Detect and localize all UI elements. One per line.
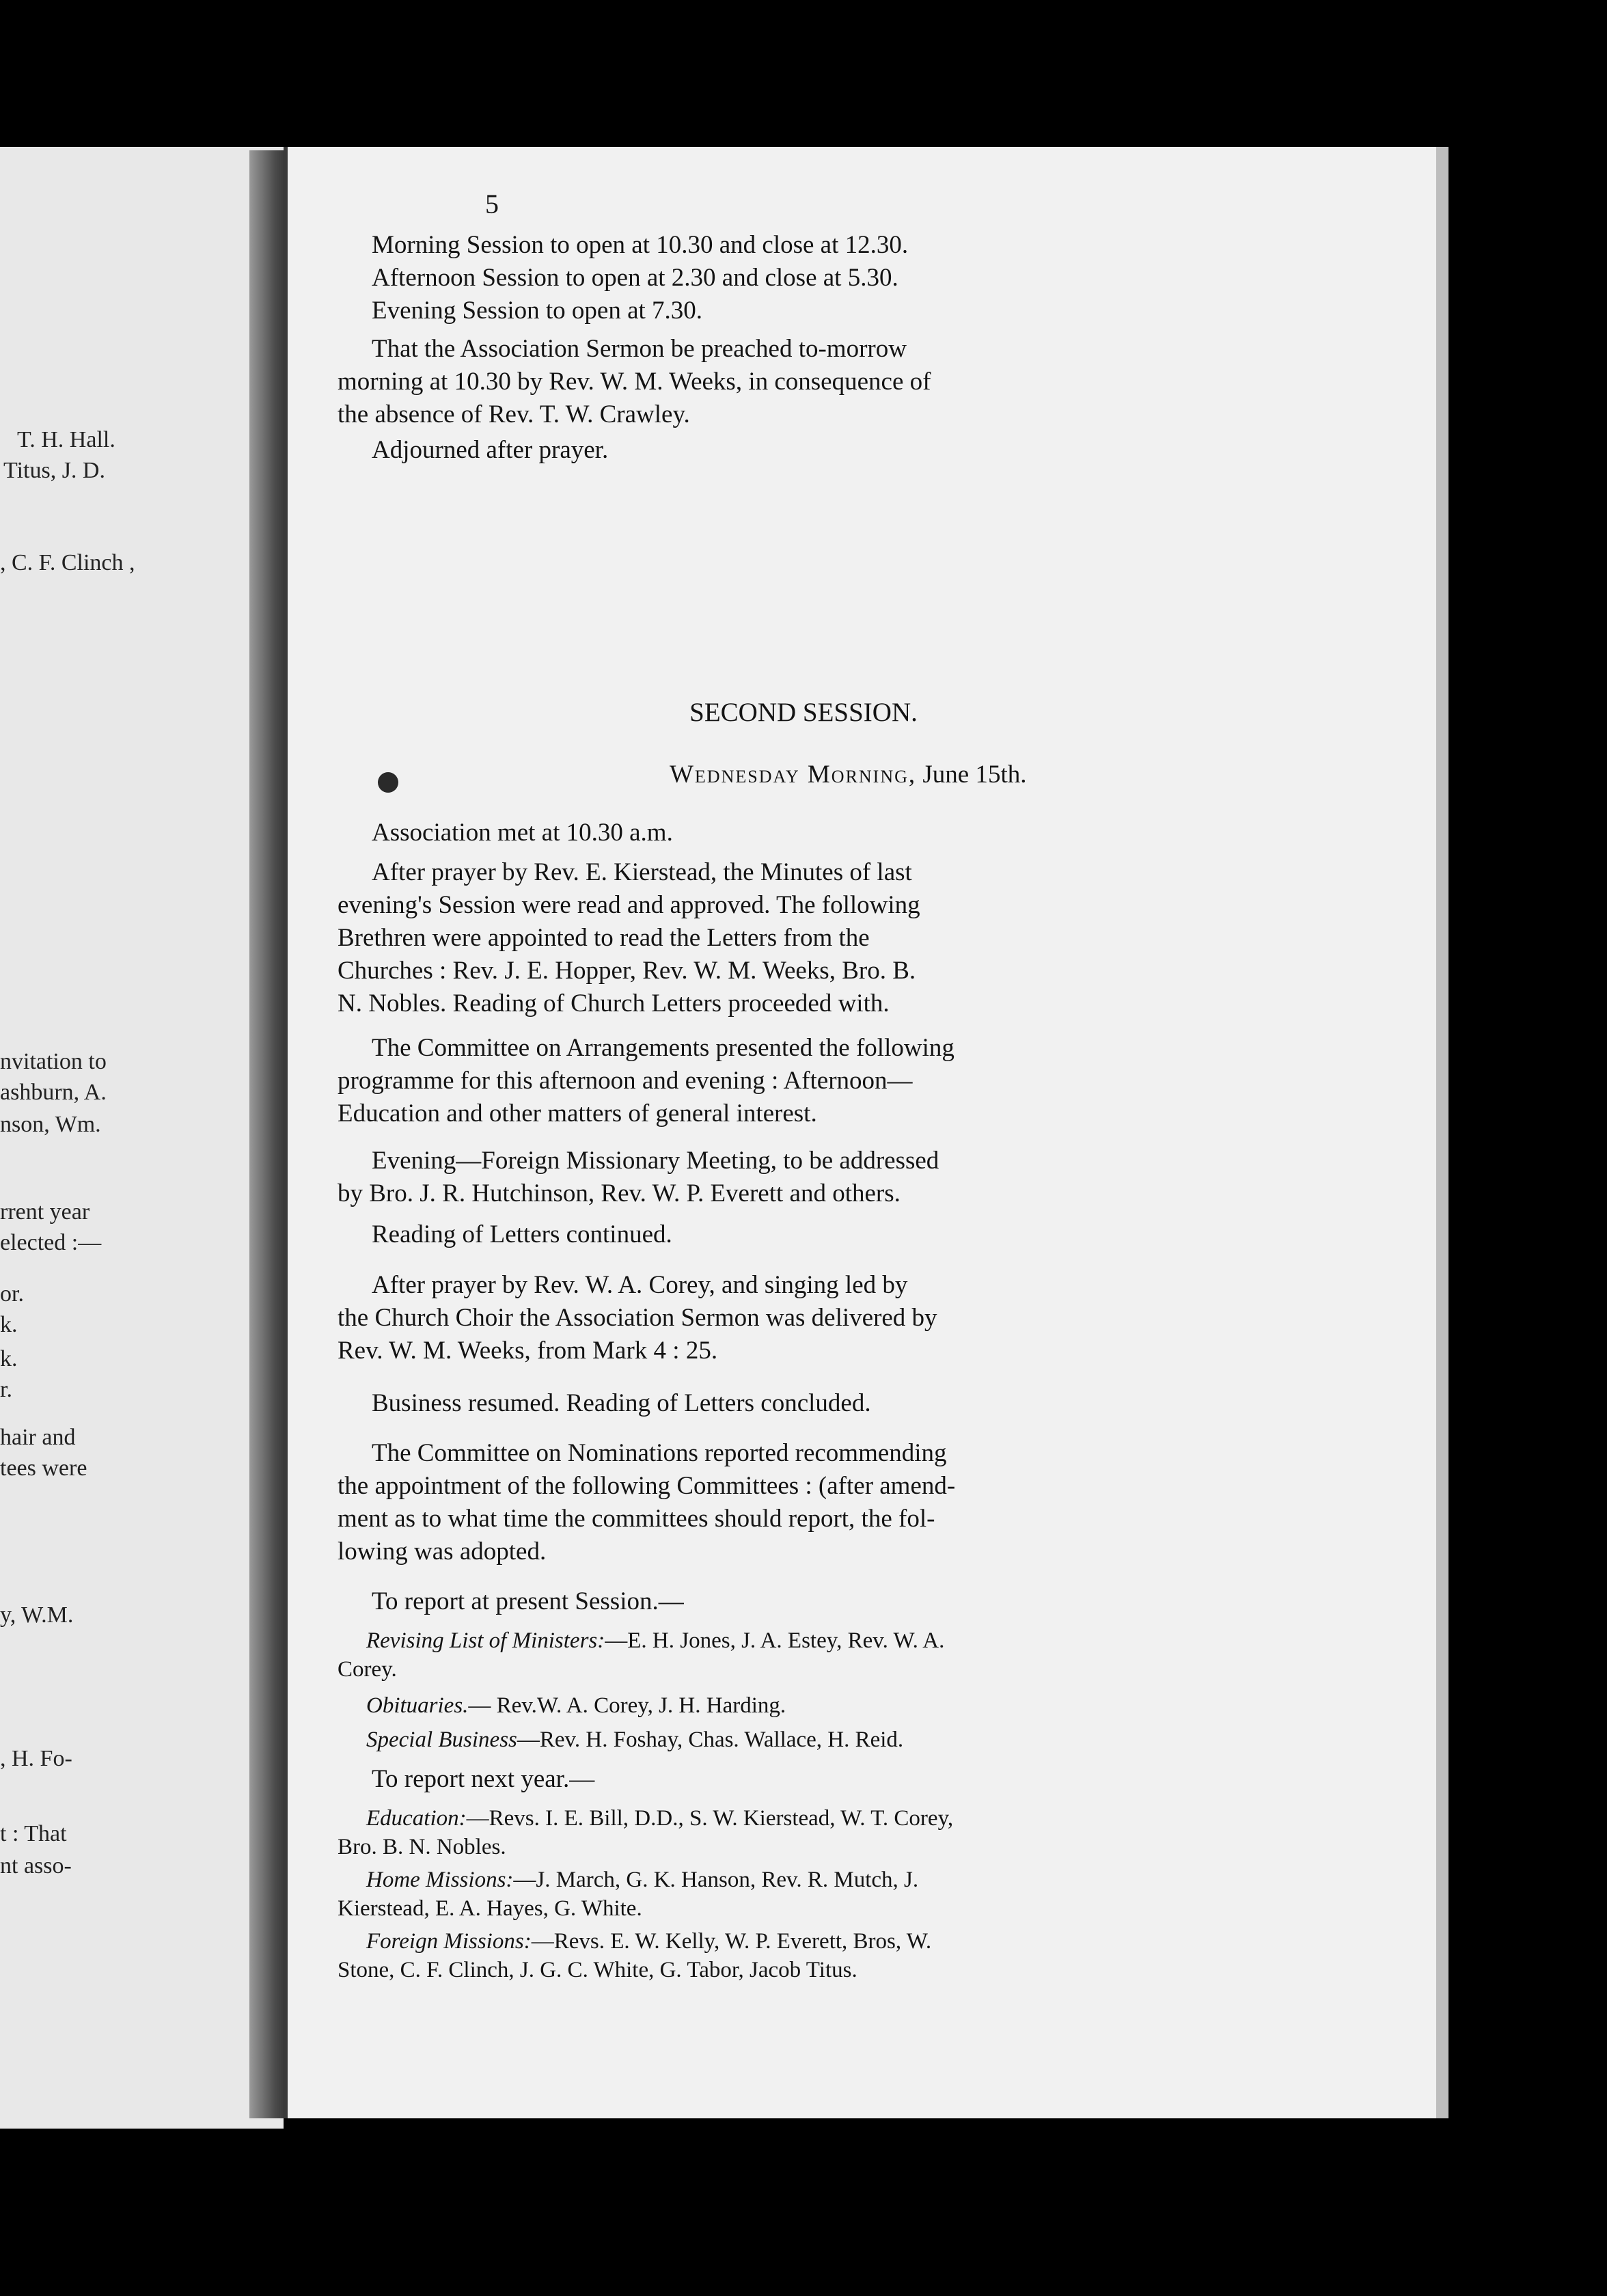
text-line: To report next year.— <box>372 1765 595 1793</box>
left-fragment: rrent year <box>0 1199 90 1225</box>
committee-members: —Revs. I. E. Bill, D.D., S. W. Kierstead, W. T. Corey, <box>466 1806 954 1831</box>
committee-label: Education: <box>366 1806 467 1831</box>
committee-line: Corey. <box>338 1657 397 1682</box>
left-fragment: k. <box>0 1312 18 1337</box>
page-number: 5 <box>485 189 499 219</box>
text-line: the absence of Rev. T. W. Crawley. <box>338 400 690 428</box>
left-fragment: nson, Wm. <box>0 1112 101 1137</box>
left-fragment: nvitation to <box>0 1049 107 1074</box>
committee-label: Home Missions: <box>366 1868 514 1892</box>
committee-revising <box>366 1630 944 1652</box>
text-line: morning at 10.30 by Rev. W. M. Weeks, in consequence of <box>338 368 931 396</box>
text-line: Rev. W. M. Weeks, from Mark 4 : 25. <box>338 1337 718 1365</box>
text-line: The Committee on Arrangements presented the following <box>372 1034 954 1062</box>
schedule-line: Evening Session to open at 7.30. <box>372 297 703 325</box>
text-line: by Bro. J. R. Hutchinson, Rev. W. P. Everett and others. <box>338 1179 901 1207</box>
committee-home-missions <box>366 1869 918 1891</box>
schedule-line: Afternoon Session to open at 2.30 and close at 5.30. <box>372 264 898 292</box>
text-line: Churches : Rev. J. E. Hopper, Rev. W. M. Weeks, Bro. B. <box>338 957 916 985</box>
committee-members: —Revs. E. W. Kelly, W. P. Everett, Bros, W. <box>531 1929 932 1954</box>
committee-label: Special Business <box>366 1727 517 1752</box>
left-fragment: nt asso- <box>0 1853 72 1878</box>
committee-label: Obituaries. <box>366 1693 469 1718</box>
text-line: Adjourned after prayer. <box>372 436 609 464</box>
text-line: To report at present Session.— <box>372 1587 684 1615</box>
text-line: Reading of Letters continued. <box>372 1220 672 1248</box>
left-fragment: elected :— <box>0 1230 102 1255</box>
text-line: the appointment of the following Committees : (after amend- <box>338 1472 956 1500</box>
session-day: Wednesday Morning, <box>670 761 917 789</box>
left-fragment: y, W.M. <box>0 1602 74 1628</box>
text-line: Education and other matters of general interest. <box>338 1099 817 1128</box>
session-dateline <box>670 760 1027 789</box>
text-line: N. Nobles. Reading of Church Letters proceeded with. <box>338 989 890 1017</box>
committee-education <box>366 1807 953 1830</box>
committee-members: —E. H. Jones, J. A. Estey, Rev. W. A. <box>605 1628 945 1653</box>
text-line: That the Association Sermon be preached to-morrow <box>372 335 907 363</box>
left-fragment: Titus, J. D. <box>3 458 105 483</box>
committee-obituaries <box>366 1695 786 1717</box>
committee-line: Kierstead, E. A. Hayes, G. White. <box>338 1896 642 1921</box>
section-heading: SECOND SESSION. <box>689 698 918 727</box>
text-line: Association met at 10.30 a.m. <box>372 819 673 847</box>
text-line: Brethren were appointed to read the Letters from the <box>338 924 870 952</box>
committee-members: —J. March, G. K. Hanson, Rev. R. Mutch, J. <box>513 1868 919 1892</box>
text-line: evening's Session were read and approved. The following <box>338 891 920 919</box>
ornament-bullet-icon <box>378 772 398 793</box>
left-fragment: or. <box>0 1281 24 1307</box>
left-fragment: T. H. Hall. <box>17 427 115 452</box>
text-line: Business resumed. Reading of Letters concluded. <box>372 1389 871 1417</box>
committee-label: Foreign Missions: <box>366 1929 532 1954</box>
text-line: the Church Choir the Association Sermon was delivered by <box>338 1304 937 1332</box>
schedule-line: Morning Session to open at 10.30 and close at 12.30. <box>372 231 909 259</box>
committee-members: — Rev.W. A. Corey, J. H. Harding. <box>468 1693 786 1718</box>
committee-special <box>366 1729 903 1751</box>
committee-label: Revising List of Ministers: <box>366 1628 605 1653</box>
text-line: ment as to what time the committees should report, the fol- <box>338 1505 935 1533</box>
text-line: Evening—Foreign Missionary Meeting, to be addressed <box>372 1147 939 1175</box>
left-fragment: k. <box>0 1346 18 1371</box>
left-fragment: , C. F. Clinch , <box>0 550 135 575</box>
left-fragment: , H. Fo- <box>0 1746 72 1771</box>
left-fragment: t : That <box>0 1821 67 1846</box>
text-line: programme for this afternoon and evening : Afternoon— <box>338 1067 913 1095</box>
left-fragment: r. <box>0 1377 12 1402</box>
session-date: June 15th. <box>922 761 1027 789</box>
left-fragment: ashburn, A. <box>0 1080 107 1105</box>
text-line: After prayer by Rev. E. Kierstead, the Minutes of last <box>372 858 912 886</box>
text-line: After prayer by Rev. W. A. Corey, and singing led by <box>372 1271 908 1299</box>
committee-foreign-missions <box>366 1930 931 1953</box>
left-fragment: tees were <box>0 1456 87 1481</box>
text-line: lowing was adopted. <box>338 1538 547 1566</box>
left-fragment: hair and <box>0 1425 76 1450</box>
text-line: The Committee on Nominations reported recommending <box>372 1439 947 1467</box>
committee-line: Bro. B. N. Nobles. <box>338 1835 506 1859</box>
committee-members: —Rev. H. Foshay, Chas. Wallace, H. Reid. <box>517 1727 904 1752</box>
committee-line: Stone, C. F. Clinch, J. G. C. White, G. Tabor, Jacob Titus. <box>338 1958 857 1982</box>
